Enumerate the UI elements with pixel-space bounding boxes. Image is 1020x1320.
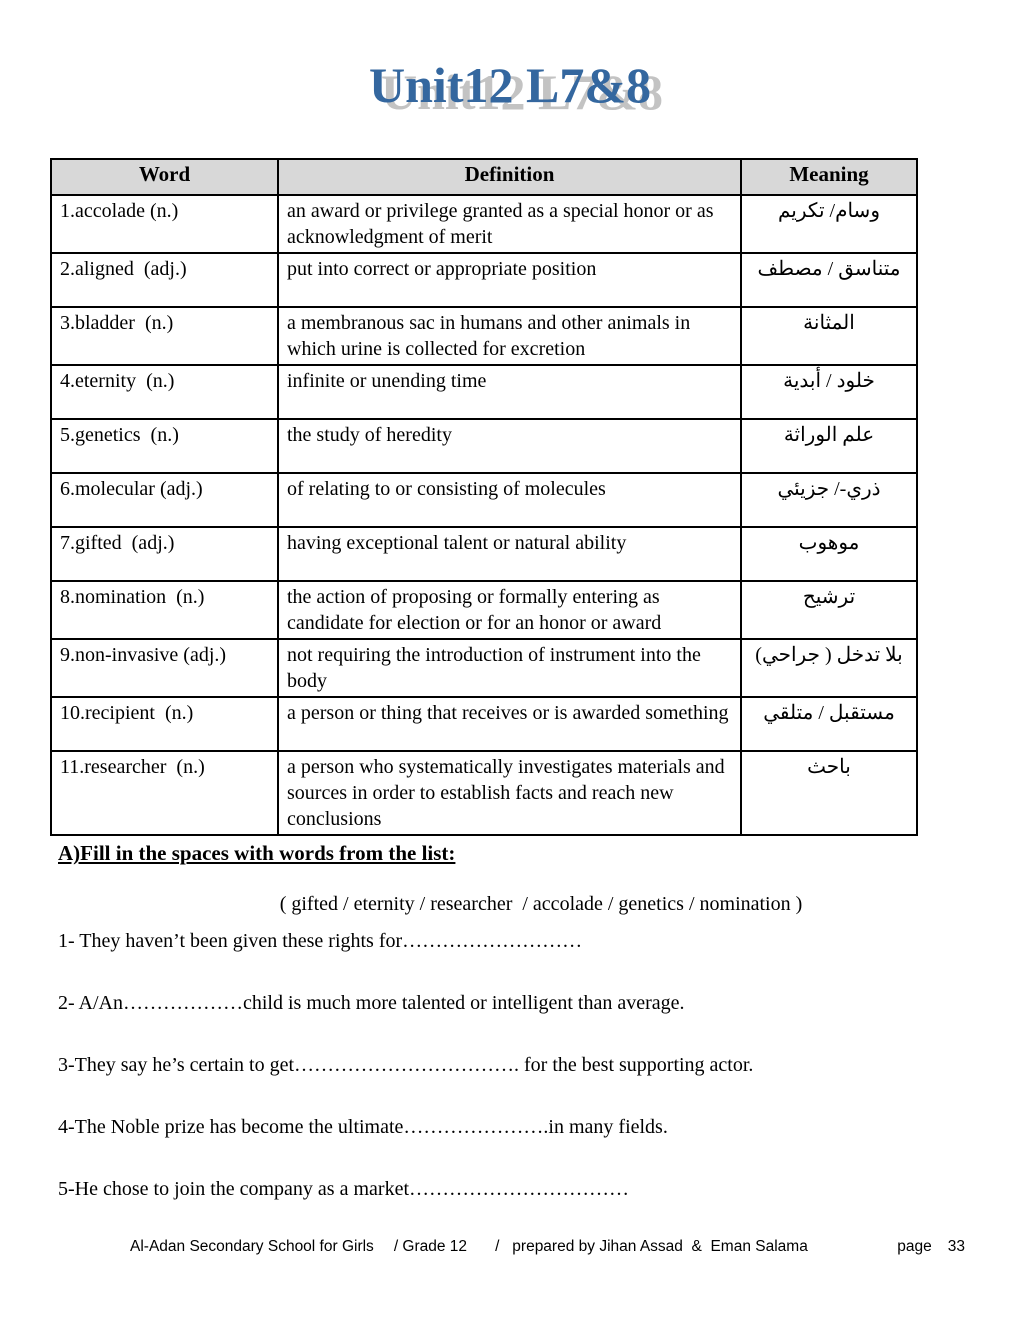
word-cell: 3.bladder (n.) <box>51 307 278 365</box>
fill-in-items <box>58 929 1020 1202</box>
definition-cell: having exceptional talent or natural ability <box>278 527 741 581</box>
meaning-cell: ترشيح <box>741 581 917 639</box>
footer-prepared-by: / prepared by Jihan Assad & Eman Salama <box>495 1238 808 1255</box>
definition-cell: a person or thing that receives or is awarded something <box>278 697 741 751</box>
vocab-table <box>50 158 918 836</box>
definition-cell: a membranous sac in humans and other animals in which urine is collected for excretion <box>278 307 741 365</box>
col-header-definition: Definition <box>278 159 741 195</box>
definition-cell: a person who systematically investigates materials and sources in order to establish facts and reach new conclusions <box>278 751 741 835</box>
meaning-cell: علم الوراثة <box>741 419 917 473</box>
fill-item-2: 2- A/An………………child is much more talented or intelligent than average. <box>58 992 685 1014</box>
fill-item-5: 5-He chose to join the company as a market…………………………… <box>58 1178 629 1200</box>
page-title: Unit12 L7&8 <box>369 57 651 113</box>
table-row <box>51 751 917 835</box>
word-cell: 10.recipient (n.) <box>51 697 278 751</box>
definition-cell: not requiring the introduction of instrument into the body <box>278 639 741 697</box>
vocab-table-header <box>51 159 917 195</box>
word-bank: ( gifted / eternity / researcher / accolade / genetics / nomination ) <box>279 893 803 915</box>
definition-cell: of relating to or consisting of molecules <box>278 473 741 527</box>
definition-cell: the study of heredity <box>278 419 741 473</box>
definition-cell: infinite or unending time <box>278 365 741 419</box>
meaning-cell: خلود / أبدية <box>741 365 917 419</box>
word-cell: 6.molecular (adj.) <box>51 473 278 527</box>
word-cell: 7.gifted (adj.) <box>51 527 278 581</box>
definition-cell: an award or privilege granted as a special honor or as acknowledgment of merit <box>278 195 741 253</box>
word-cell: 11.researcher (n.) <box>51 751 278 835</box>
definition-cell: the action of proposing or formally entering as candidate for election or for an honor or award <box>278 581 741 639</box>
footer-school-name: Al-Adan Secondary School for Girls <box>130 1238 374 1255</box>
table-row <box>51 307 917 365</box>
word-cell: 9.non-invasive (adj.) <box>51 639 278 697</box>
meaning-cell: موهوب <box>741 527 917 581</box>
meaning-cell: وسام/ تكريم <box>741 195 917 253</box>
word-cell: 8.nomination (n.) <box>51 581 278 639</box>
table-row <box>51 581 917 639</box>
word-cell: 5.genetics (n.) <box>51 419 278 473</box>
page-footer <box>0 1238 1020 1256</box>
table-row <box>51 639 917 697</box>
word-cell: 2.aligned (adj.) <box>51 253 278 307</box>
meaning-cell: المثانة <box>741 307 917 365</box>
meaning-cell: مستقبل / متلقي <box>741 697 917 751</box>
definition-cell: put into correct or appropriate position <box>278 253 741 307</box>
meaning-cell: بلا تدخل ( جراحي) <box>741 639 917 697</box>
section-a-heading: A)Fill in the spaces with words from the list: <box>58 841 456 865</box>
table-row <box>51 419 917 473</box>
word-cell: 4.eternity (n.) <box>51 365 278 419</box>
fill-item-3: 3-They say he’s certain to get……………………………. for the best supporting actor. <box>58 1054 754 1076</box>
meaning-cell: متناسق / مصطف <box>741 253 917 307</box>
table-row <box>51 527 917 581</box>
footer-page-number: 33 <box>947 1238 965 1255</box>
word-cell: 1.accolade (n.) <box>51 195 278 253</box>
fill-item-4: 4-The Noble prize has become the ultimate………………….in many fields. <box>58 1116 668 1138</box>
fill-item-1: 1- They haven’t been given these rights for……………………… <box>58 930 583 952</box>
meaning-cell: ذري-/ جزيئي <box>741 473 917 527</box>
meaning-cell: باحث <box>741 751 917 835</box>
table-row <box>51 195 917 253</box>
footer-page-label: page <box>897 1238 932 1255</box>
table-row <box>51 365 917 419</box>
table-row <box>51 473 917 527</box>
table-row <box>51 697 917 751</box>
col-header-word: Word <box>51 159 278 195</box>
col-header-meaning: Meaning <box>741 159 917 195</box>
table-row <box>51 253 917 307</box>
footer-grade: / Grade 12 <box>393 1238 468 1255</box>
